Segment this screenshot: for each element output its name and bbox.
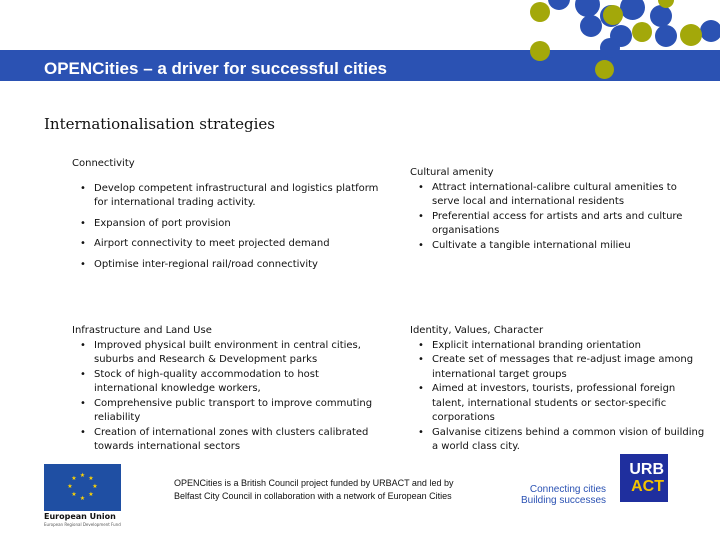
section-subtitle: Internationalisation strategies <box>44 115 275 133</box>
list-item: • Comprehensive public transport to improve commuting reliability <box>72 397 382 426</box>
list-item: • Preferential access for artists and arts and culture organisations <box>410 210 700 239</box>
eu-flag-logo <box>44 464 121 511</box>
svg-text:★: ★ <box>92 483 98 490</box>
logo-line: URB <box>629 461 664 478</box>
footer-line: Belfast City Council in collaboration with a network of European Cities <box>174 491 452 501</box>
list-item: • Galvanise citizens behind a common vision of building a world class city. <box>410 426 705 455</box>
list-item: • Aimed at investors, tourists, professional foreign talent, international students or sector-specific corporations <box>410 382 705 426</box>
identity-block <box>410 324 705 455</box>
eu-label: European Union <box>44 512 116 521</box>
logo-line: Connecting cities <box>529 484 607 495</box>
infrastructure-block <box>72 324 382 455</box>
cultural-heading: Cultural amenity <box>410 167 494 178</box>
list-item: • Create set of messages that re-adjust image among international target groups <box>410 353 705 382</box>
list-item: • Expansion of port provision <box>72 217 392 232</box>
footer-text <box>174 477 453 503</box>
svg-text:★: ★ <box>67 483 73 490</box>
list-item: • Creation of international zones with clusters calibrated towards international sectors <box>72 426 382 455</box>
footer-line: OPENCities is a British Council project funded by URBACT and led by <box>174 478 454 488</box>
list-item: • Airport connectivity to meet projected demand <box>72 237 392 252</box>
list-item: • Improved physical built environment in central cities, suburbs and Research & Development parks <box>72 339 382 368</box>
svg-text:★: ★ <box>79 472 86 479</box>
list-item: • Develop competent infrastructural and logistics platform for international trading activity. <box>72 182 392 211</box>
page-title: OPENCities – a driver for successful cities <box>44 59 387 78</box>
svg-text:★: ★ <box>88 475 94 482</box>
list-item: • Stock of high-quality accommodation to host international knowledge workers, <box>72 368 382 397</box>
list-item: • Cultivate a tangible international milieu <box>410 239 700 254</box>
svg-text:★: ★ <box>71 491 77 498</box>
connectivity-block <box>72 157 392 278</box>
connecting-cities-logo <box>521 484 606 506</box>
svg-text:★: ★ <box>88 491 94 498</box>
connectivity-heading: Connectivity <box>72 158 135 169</box>
list-item: • Explicit international branding orientation <box>410 339 705 354</box>
cultural-block <box>410 166 700 253</box>
eu-sublabel: European Regional Development Fund <box>44 522 121 527</box>
urbact-logo <box>620 454 668 502</box>
list-item: • Optimise inter-regional rail/road connectivity <box>72 258 392 273</box>
svg-text:★: ★ <box>71 475 77 482</box>
svg-text:★: ★ <box>79 495 86 502</box>
logo-line: ACT <box>631 478 664 495</box>
identity-heading: Identity, Values, Character <box>410 325 544 336</box>
list-item: • Attract international-calibre cultural amenities to serve local and international residents <box>410 181 700 210</box>
logo-line: Building successes <box>521 495 607 506</box>
infrastructure-heading: Infrastructure and Land Use <box>72 325 212 336</box>
